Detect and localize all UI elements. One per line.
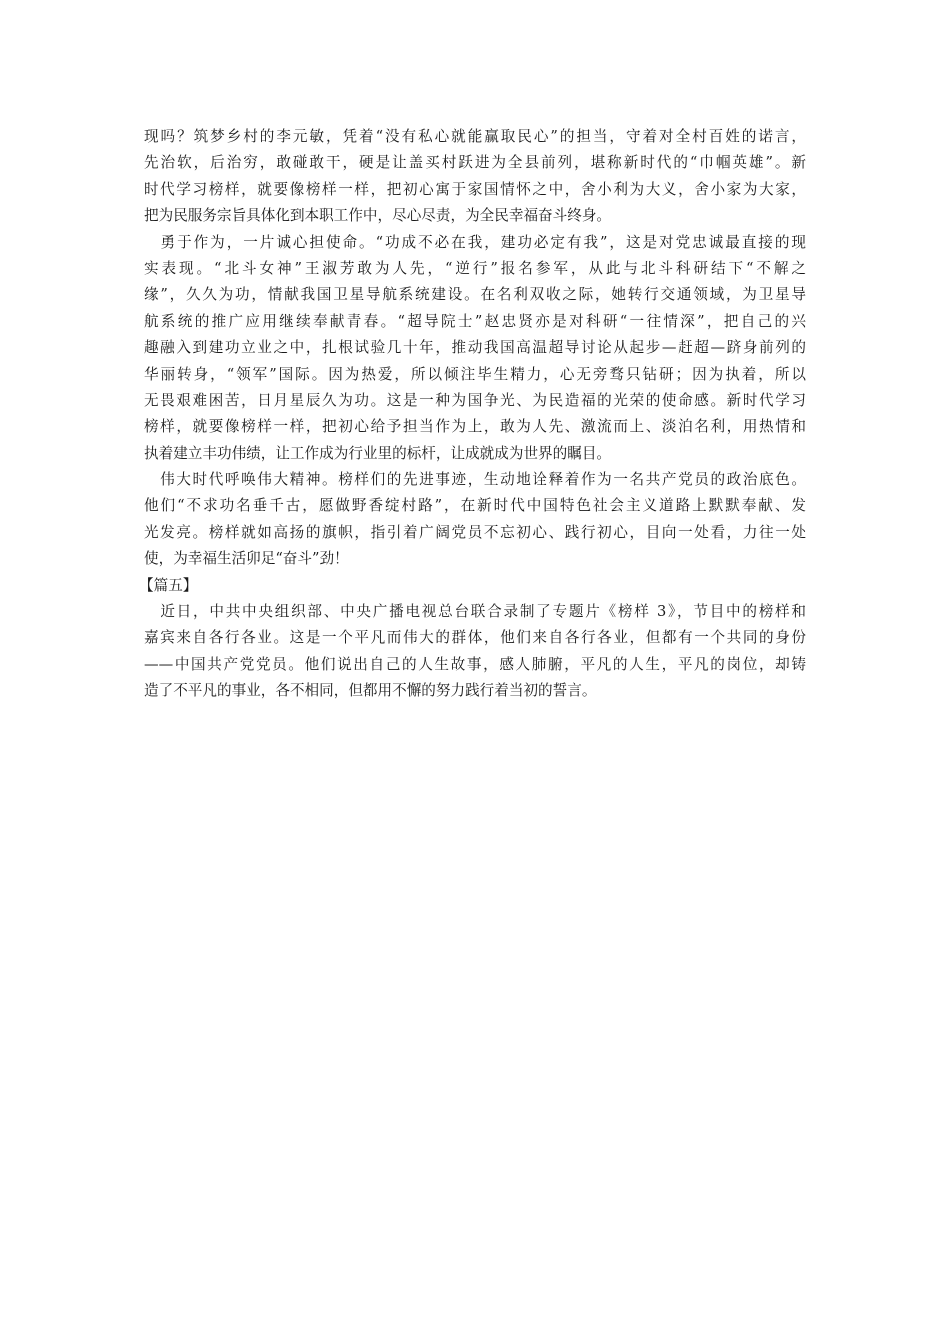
paragraph-line: 实表现。“北斗女神”王淑芳敢为人先，“逆行”报名参军，从此与北斗科研结下“不解之 (144, 259, 806, 277)
paragraph-line: 榜样，就要像榜样一样，把初心给予担当作为上，敢为人先、激流而上、淡泊名利，用热情和 (144, 418, 806, 436)
paragraph-1 (144, 124, 806, 230)
paragraph-line: 华丽转身，“领军”国际。因为热爱，所以倾注毕生精力，心无旁骛只钻研；因为执着，所以 (144, 365, 806, 383)
section-heading (139, 573, 806, 599)
paragraph-line: 把为民服务宗旨具体化到本职工作中，尽心尽责，为全民幸福奋斗终身。 (144, 207, 612, 225)
paragraph-line: 造了不平凡的事业，各不相同，但都用不懈的努力践行着当初的誓言。 (144, 682, 597, 700)
paragraph-line: 使，为幸福生活卯足“奋斗”劲！ (144, 550, 349, 568)
paragraph-line: 时代学习榜样，就要像榜样一样，把初心寓于家国情怀之中，舍小利为大义，舍小家为大家， (144, 180, 806, 198)
paragraph-2 (144, 230, 806, 468)
paragraph-4 (144, 599, 806, 705)
paragraph-line: 缘”，久久为功，情献我国卫星导航系统建设。在名利双收之际，她转行交通领域，为卫星导 (144, 286, 806, 304)
section-heading-text: 【篇五】 (139, 576, 198, 594)
document-page (139, 124, 806, 705)
paragraph-line: 航系统的推广应用继续奉献青春。“超导院士”赵忠贤亦是对科研“一往情深”，把自己的兴 (144, 312, 806, 330)
paragraph-line: ——中国共产党党员。他们说出自己的人生故事，感人肺腑，平凡的人生，平凡的岗位，却铸 (144, 655, 806, 673)
paragraph-line: 他们“不求功名垂千古，愿做野香绽村路”，在新时代中国特色社会主义道路上默默奉献、发 (144, 497, 806, 515)
paragraph-line: 无畏艰难困苦，日月星辰久为功。这是一种为国争光、为民造福的光荣的使命感。新时代学习 (144, 391, 806, 409)
paragraph-line: 现吗？筑梦乡村的李元敏，凭着“没有私心就能赢取民心”的担当，守着对全村百姓的诺言， (144, 128, 806, 145)
paragraph-line: 趣融入到建功立业之中，扎根试验几十年，推动我国高温超导讨论从起步—赶超—跻身前列的 (144, 339, 806, 357)
paragraph-line: 光发亮。榜样就如高扬的旗帜，指引着广阔党员不忘初心、践行初心，目向一处看，力往一处 (144, 523, 806, 541)
paragraph-3 (144, 467, 806, 573)
paragraph-line: 伟大时代呼唤伟大精神。榜样们的先进事迹，生动地诠释着作为一名共产党员的政治底色。 (144, 471, 806, 489)
paragraph-line: 勇于作为，一片诚心担使命。“功成不必在我，建功必定有我”，这是对党忠诚最直接的现 (144, 233, 806, 251)
paragraph-line: 近日，中共中央组织部、中央广播电视总台联合录制了专题片《榜样 3》，节目中的榜样和 (144, 603, 806, 621)
paragraph-line: 执着建立丰功伟绩，让工作成为行业里的标杆，让成就成为世界的瞩目。 (144, 444, 612, 462)
paragraph-line: 嘉宾来自各行各业。这是一个平凡而伟大的群体，他们来自各行各业，但都有一个共同的身份 (144, 629, 806, 647)
paragraph-line: 先治软，后治穷，敢碰敢干，硬是让盖买村跃进为全县前列，堪称新时代的“巾帼英雄”。新 (144, 154, 806, 172)
